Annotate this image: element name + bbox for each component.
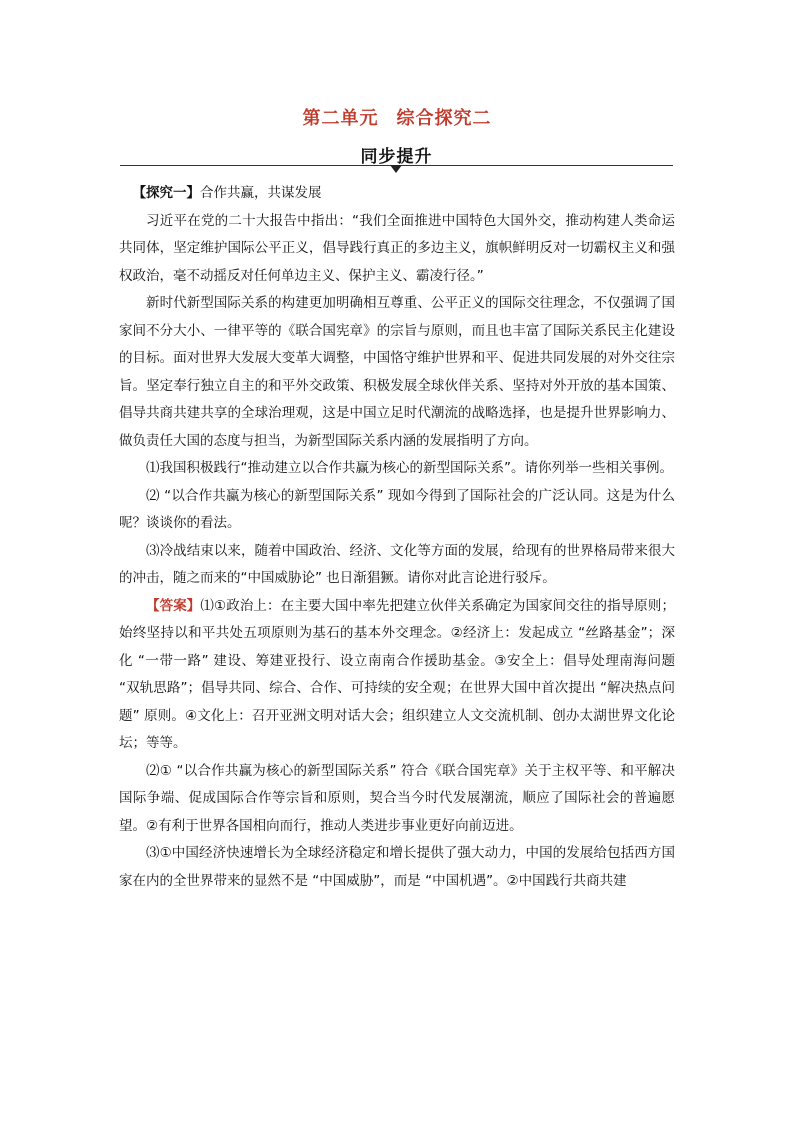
- document-body: [119, 180, 675, 895]
- answer-paragraph: ⑵① “以合作共赢为核心的新型国际关系” 符合《联合国宪章》关于主权平等、和平解决国际争端、促成国际合作等宗旨和原则，契合当今时代发展潮流，顺应了国际社会的普遍愿望。②有利于世界各国相向而行，推动人类进步事业更好向前迈进。: [119, 762, 675, 834]
- answer-text: ⑴①政治上：在主要大国中率先把建立伙伴关系确定为国家间交往的指导原则；始终坚持以和平共处五项原则为基石的基本外交理念。②经济上：发起成立 “丝路基金”；深化 “一带一路” 建设、筹建亚投行、设立南南合作援助基金。③安全上：倡导处理南海问题 “双轨思路”；倡导共同、综合、合作、可持续的安全观；在世界大国中首次提出 “解决热点问题” 原则。④文化上：召开亚洲文明对话大会；组织建立人文交流机制、创办太湖世界文化论坛；等等。: [119, 597, 676, 751]
- question: ⑴我国积极践行“推动建立以合作共赢为核心的新型国际关系”。请你列举一些相关事例。: [146, 460, 673, 476]
- answer-tag: 【答案】: [146, 597, 201, 614]
- answer-paragraph: ⑶①中国经济快速增长为全球经济稳定和增长提供了强大动力，中国的发展给包括西方国家在内的全世界带来的显然不是 “中国威胁”，而是 “中国机遇”。②中国践行共商共建: [119, 845, 675, 889]
- answer-paragraph: [119, 593, 675, 758]
- section-title: 同步提升: [360, 147, 433, 167]
- unit-label: 第二单元: [302, 108, 379, 129]
- explore-tag: 【探究一】: [132, 185, 200, 201]
- triangle-down-icon: [390, 165, 402, 173]
- page-title: [0, 104, 794, 130]
- paragraph: 习近平在党的二十大报告中指出：“我们全面推进中国特色大国外交，推动构建人类命运共同体，坚定维护国际公平正义，倡导践行真正的多边主义，旗帜鲜明反对一切霸权主义和强权政治，毫不动摇反对任何单边主义、保护主义、霸凌行径。”: [119, 212, 675, 284]
- explore-heading: [119, 180, 675, 208]
- paragraph: 新时代新型国际关系的构建更加明确相互尊重、公平正义的国际交往理念，不仅强调了国家间不分大小、一律平等的《联合国宪章》的宗旨与原则，而且也丰富了国际关系民主化建设的目标。面对世界大发展大变革大调整，中国恪守维护世界和平、促进共同发展的对外交往宗旨。坚定奉行独立自主的和平外交政策、积极发展全球伙伴关系、坚持对外开放的基本国策、倡导共商共建共享的全球治理观，这是中国立足时代潮流的战略选择，也是提升世界影响力、做负责任大国的态度与担当，为新型国际关系内涵的发展指明了方向。: [119, 295, 675, 449]
- section-header: [120, 142, 673, 168]
- topic-label: 综合探究二: [396, 108, 492, 129]
- explore-title: 合作共赢，共谋发展: [200, 185, 322, 201]
- question: ⑶冷战结束以来，随着中国政治、经济、文化等方面的发展，给现有的世界格局带来很大的冲击，随之而来的“中国威胁论” 也日渐猖獗。请你对此言论进行驳斥。: [119, 542, 675, 586]
- question: ⑵ “以合作共赢为核心的新型国际关系” 现如今得到了国际社会的广泛认同。这是为什么呢？谈谈你的看法。: [119, 487, 675, 531]
